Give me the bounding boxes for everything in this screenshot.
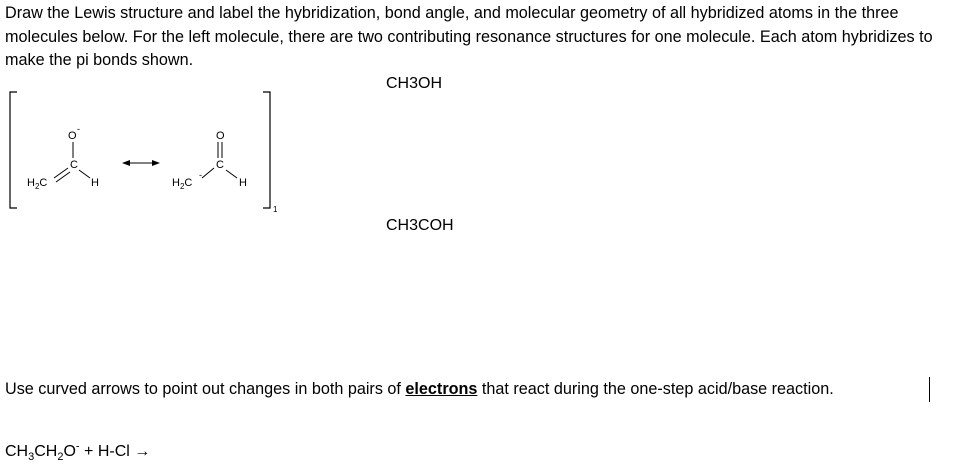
oxygen-atom: O	[68, 130, 77, 142]
eq-part-3: O	[63, 443, 76, 460]
hydrogen-atom: H	[239, 177, 247, 189]
reaction-arrow-icon: →	[134, 443, 151, 460]
bracket-charge: 1	[273, 205, 278, 214]
eq-sub-2: 2	[57, 451, 64, 464]
carbon-atom: C	[216, 159, 224, 171]
reaction-equation	[5, 440, 151, 464]
oxygen-atom: O	[216, 130, 225, 142]
c-h-bond	[226, 170, 237, 178]
carbon-atom: C	[70, 159, 78, 171]
molecule-methanol: CH3OH	[386, 75, 443, 92]
left-bracket	[10, 92, 17, 208]
c-c-double-bond-a	[54, 168, 68, 178]
text-cursor	[929, 377, 930, 402]
eq-charge: -	[75, 440, 80, 453]
instruction-text	[5, 380, 834, 399]
molecule-second: CH3COH	[386, 217, 454, 234]
eq-part-1: CH	[5, 443, 29, 460]
intro-paragraph: Draw the Lewis structure and label the hybridization, bond angle, and molecular geometry of all hybridized atoms in the three molecules below. For the left molecule, there are two contributing resonance structures for one molecule. Each atom hybridizes to make the pi bonds shown.	[5, 4, 933, 69]
ch2-group: $H_2C$	[27, 177, 48, 191]
resonance-structures	[0, 88, 300, 228]
c-c-double-bond-b	[56, 172, 70, 182]
instruction-before: Use curved arrows to point out changes in both pairs of	[5, 380, 406, 398]
instruction-emphasis: electrons	[405, 380, 478, 398]
carbon-charge: -	[199, 170, 202, 180]
resonance-structure-left	[27, 124, 99, 191]
resonance-structure-right	[172, 130, 247, 191]
c-h-bond	[79, 170, 90, 178]
ch2-group: $H_2C$	[172, 177, 193, 191]
right-bracket	[263, 92, 270, 208]
instruction-after: that react during the one-step acid/base reaction.	[477, 380, 834, 398]
c-c-single-bond	[202, 168, 214, 178]
resonance-arrow	[122, 160, 160, 166]
eq-part-2: CH	[34, 443, 58, 460]
eq-part-4: + H-Cl	[79, 443, 135, 460]
hydrogen-atom: H	[91, 177, 99, 189]
oxygen-charge: -	[77, 124, 80, 134]
eq-sub-1: 3	[28, 451, 35, 464]
